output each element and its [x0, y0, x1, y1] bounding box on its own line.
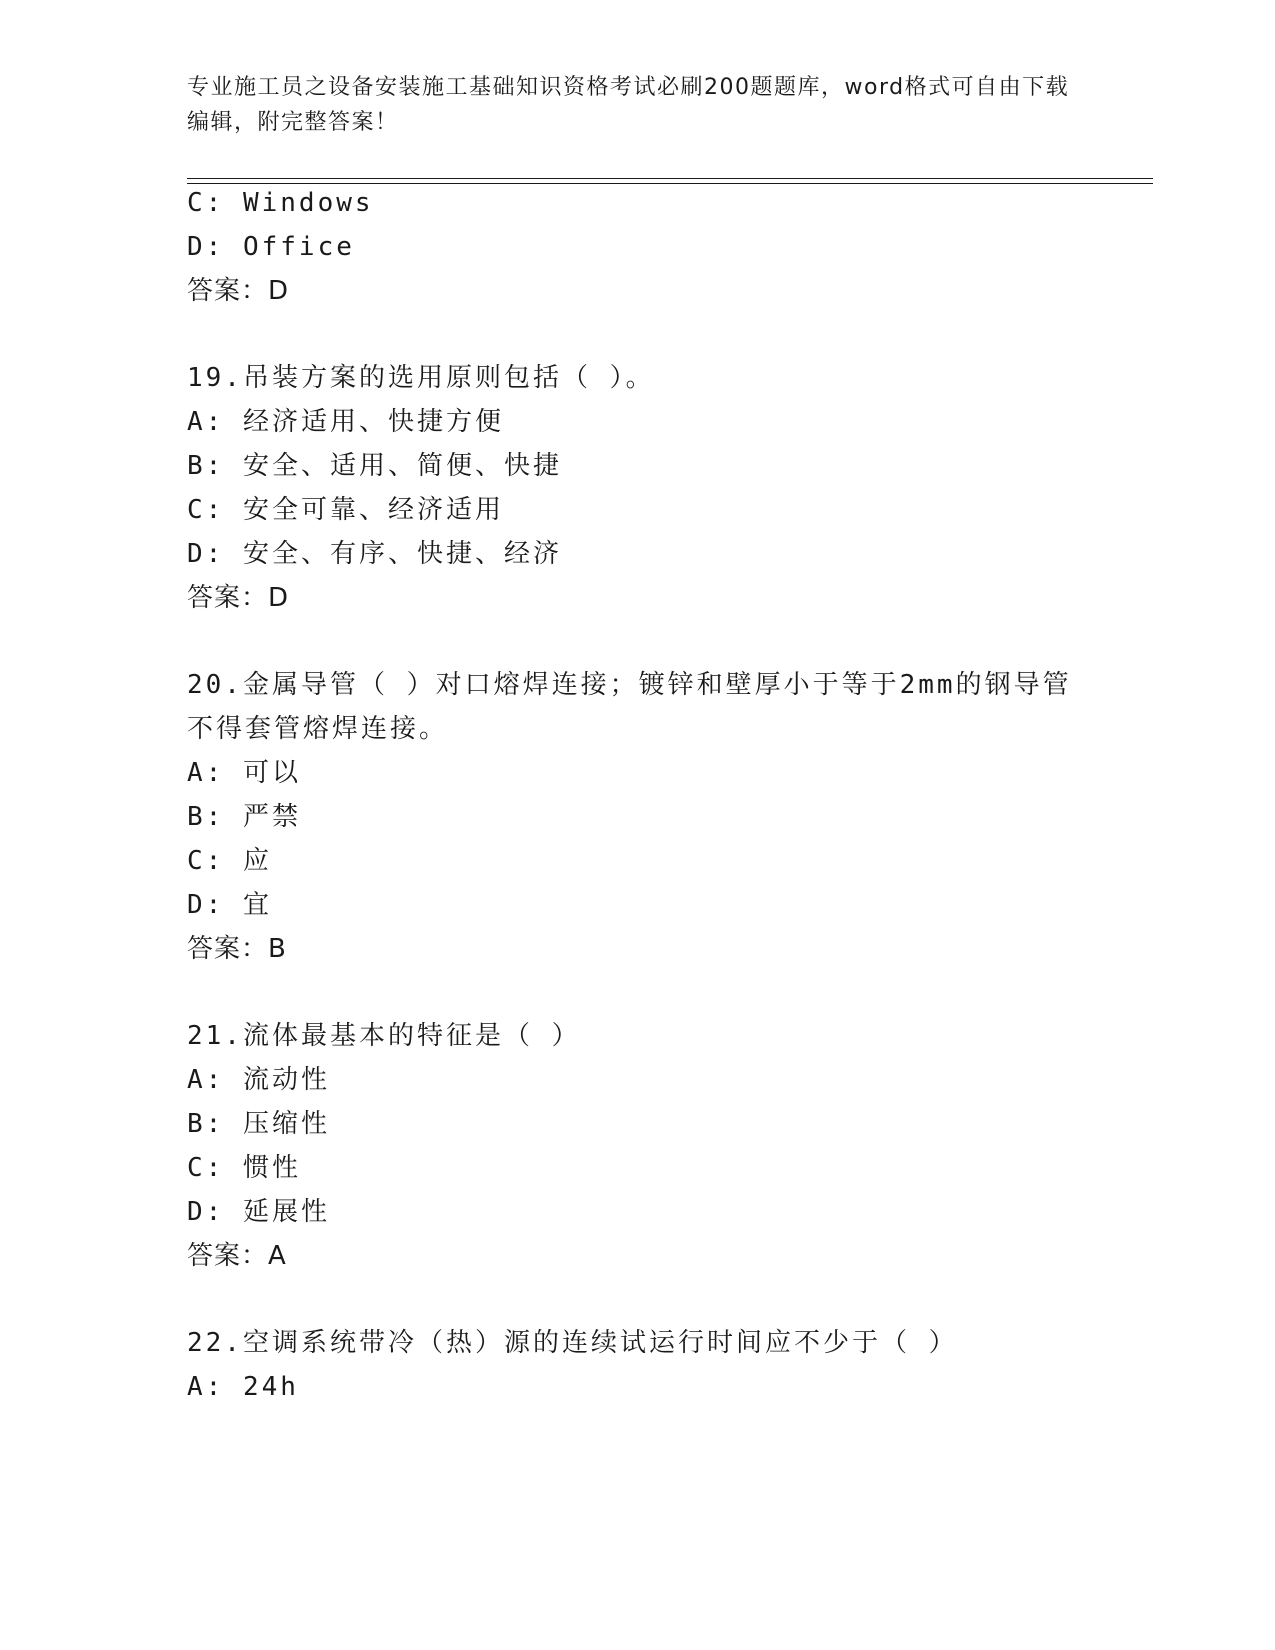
question-20-option-b: B: 严禁	[187, 802, 301, 832]
question-20-stem-line2: 不得套管熔焊连接。	[187, 714, 449, 744]
answer-line: 答案：D	[187, 276, 290, 306]
question-22-stem: 22.空调系统带冷（热）源的连续试运行时间应不少于（ ）	[187, 1328, 958, 1358]
question-19-stem: 19.吊装方案的选用原则包括（ ）。	[187, 363, 655, 393]
question-19-option-d: D: 安全、有序、快捷、经济	[187, 539, 562, 569]
question-21-answer: 答案：A	[187, 1241, 287, 1271]
header-rule-top	[187, 178, 1153, 179]
question-19-option-b: B: 安全、适用、简便、快捷	[187, 451, 562, 481]
question-20-option-a: A: 可以	[187, 758, 301, 788]
question-21-option-b: B: 压缩性	[187, 1109, 330, 1139]
option-c: C: Windows	[187, 188, 374, 218]
question-19-answer: 答案：D	[187, 583, 290, 613]
question-21-option-c: C: 惯性	[187, 1153, 301, 1183]
question-20-answer: 答案：B	[187, 934, 287, 964]
question-20-option-c: C: 应	[187, 846, 272, 876]
question-21-stem: 21.流体最基本的特征是（ ）	[187, 1021, 581, 1051]
question-20-option-d: D: 宜	[187, 890, 272, 920]
header-rule-bottom	[187, 183, 1153, 184]
question-19-option-c: C: 安全可靠、经济适用	[187, 495, 504, 525]
question-21-option-d: D: 延展性	[187, 1197, 330, 1227]
question-22-option-a: A: 24h	[187, 1372, 299, 1402]
document-header: 专业施工员之设备安装施工基础知识资格考试必刷200题题库，word格式可自由下载编辑，附完整答案！	[187, 75, 1070, 135]
question-20-stem-line1: 20.金属导管（ ）对口熔焊连接；镀锌和壁厚小于等于2mm的钢导管	[187, 670, 1072, 700]
option-d: D: Office	[187, 232, 355, 262]
question-21-option-a: A: 流动性	[187, 1065, 330, 1095]
question-19-option-a: A: 经济适用、快捷方便	[187, 407, 504, 437]
